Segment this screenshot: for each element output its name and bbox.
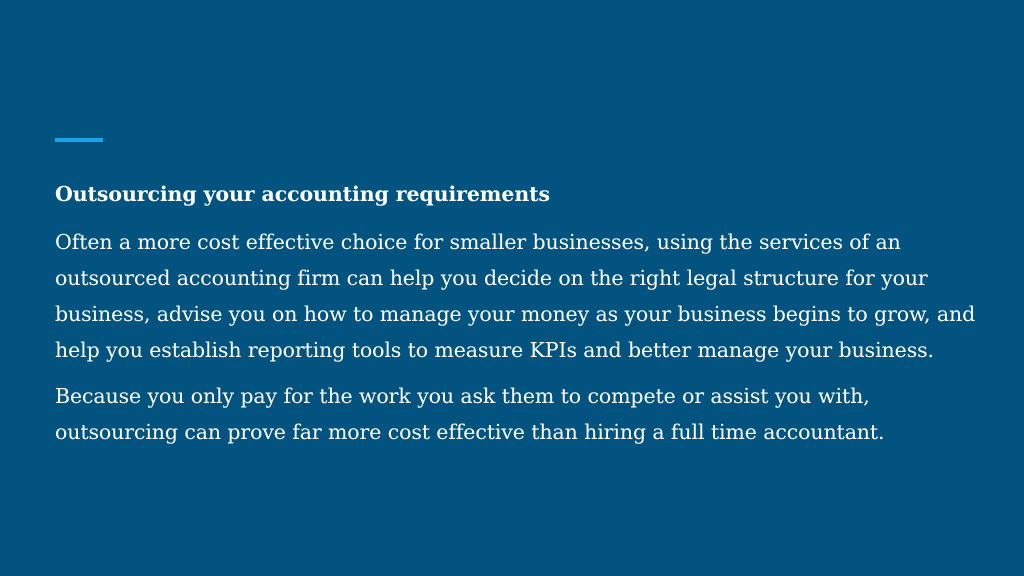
slide-heading: Outsourcing your accounting requirements — [55, 182, 550, 206]
body-paragraph-1: Often a more cost effective choice for smaller businesses, using the services of an outsourced accounting firm can help you decide on the right legal structure for your business, advise you on how to manage your money as your business begins to grow, and help you establish reporting tools to measure KPIs and better manage your business. — [55, 230, 976, 362]
body-paragraph-2: Because you only pay for the work you ask them to compete or assist you with, outsourcing can prove far more cost effective than hiring a full time accountant. — [55, 384, 885, 444]
accent-bar — [55, 138, 103, 142]
slide-content — [55, 176, 985, 460]
